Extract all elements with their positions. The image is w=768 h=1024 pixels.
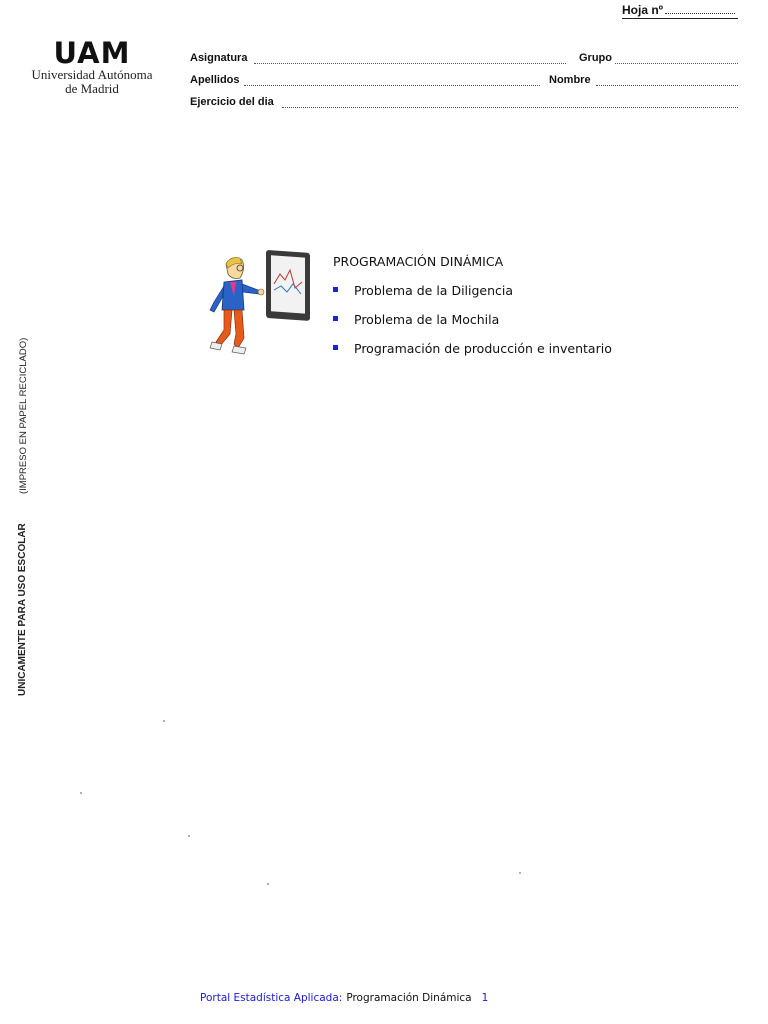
list-item: Problema de la Diligencia — [333, 283, 513, 298]
sheet-number-label: Hoja nº — [622, 3, 735, 17]
ejercicio-field[interactable] — [282, 107, 738, 108]
footer-page-number: 1 — [481, 992, 489, 1004]
ejercicio-label: Ejercicio del dia — [190, 96, 274, 108]
nombre-field[interactable] — [596, 85, 738, 86]
presenter-illustration — [196, 244, 314, 362]
asignatura-field[interactable] — [254, 63, 566, 64]
grupo-label: Grupo — [579, 52, 612, 64]
bullet-icon — [333, 345, 338, 350]
list-item: Programación de producción e inventario — [333, 341, 612, 356]
asignatura-label: Asignatura — [190, 52, 248, 64]
footer-portal-link[interactable]: Portal Estadística Aplicada: — [200, 992, 343, 1004]
recycled-paper-note: (IMPRESO EN PAPEL RECICLADO) — [18, 337, 29, 494]
bullet-icon — [333, 316, 338, 321]
logo-name-line2: de Madrid — [65, 81, 119, 96]
university-logo — [22, 38, 162, 96]
school-use-note: UNICAMENTE PARA USO ESCOLAR — [17, 523, 28, 696]
logo-name-line1: Universidad Autónoma — [31, 67, 153, 82]
monitor-icon — [266, 250, 310, 321]
logo-mark: UAM — [53, 36, 131, 70]
footer-topic: Programación Dinámica — [346, 992, 472, 1004]
page-footer — [200, 992, 488, 1004]
list-item: Problema de la Mochila — [333, 312, 499, 327]
grupo-field[interactable] — [615, 63, 738, 64]
person-figure — [210, 258, 264, 354]
apellidos-label: Apellidos — [190, 74, 240, 86]
nombre-label: Nombre — [549, 74, 591, 86]
content-title: PROGRAMACIÓN DINÁMICA — [333, 254, 504, 269]
bullet-icon — [333, 287, 338, 292]
sheet-number-underline — [622, 18, 738, 19]
apellidos-field[interactable] — [244, 85, 540, 86]
